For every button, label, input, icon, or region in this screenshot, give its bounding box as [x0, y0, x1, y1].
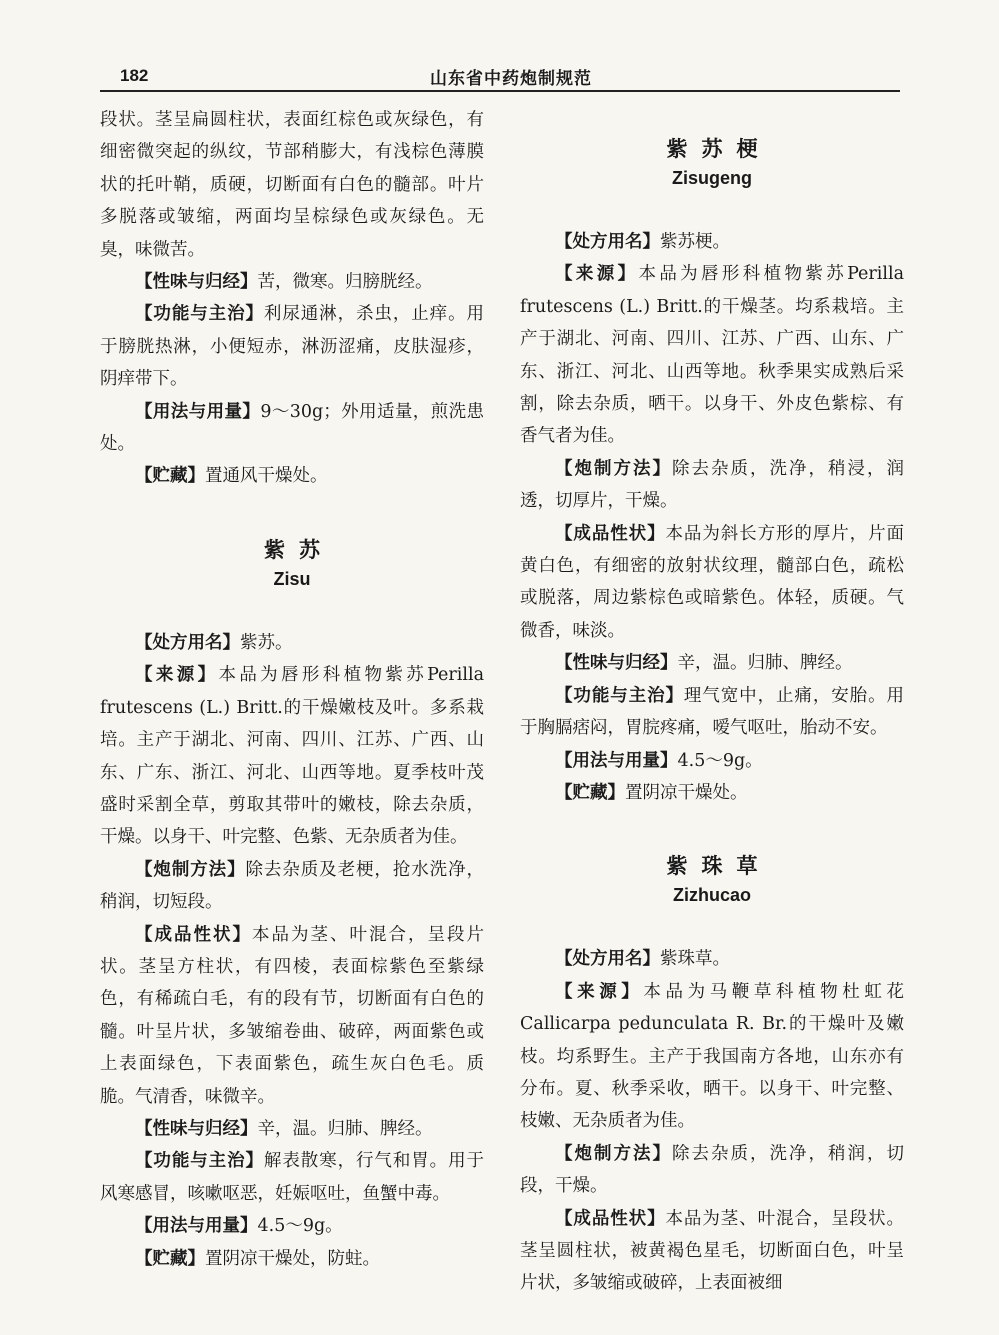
- field-paragraph: 【来源】本品为唇形科植物紫苏Perilla frutescens (L.) Britt.的干燥茎。均系栽培。主产于湖北、河南、四川、江苏、广西、山东、广东、浙江、河北、山西等地。秋季果实成熟后采割，除去杂质，晒干。以身干、外皮色紫棕、有香气者为佳。: [520, 264, 905, 447]
- field-paragraph: 【炮制方法】除去杂质及老梗，抢水洗净，稍润，切短段。: [100, 859, 484, 913]
- entry-title: 紫苏: [264, 536, 334, 562]
- field-paragraph: 【用法与用量】4.5～9g。: [135, 1216, 343, 1237]
- spacer: [100, 493, 484, 535]
- entry-pinyin: Zisugeng: [672, 168, 752, 188]
- field-paragraph: 【用法与用量】4.5～9g。: [555, 750, 763, 771]
- field-paragraph: 【成品性状】本品为茎、叶混合，呈段片状。茎呈方柱状，有四棱，表面棕紫色至紫绿色，有稀疏白毛，有的段有节，切断面有白色的髓。叶呈片状，多皱缩卷曲、破碎，两面紫色或上表面绿色，下表面紫色，疏生灰白色毛。质脆。气清香，味微辛。: [100, 924, 484, 1107]
- field-paragraph: 【贮藏】置通风干燥处。: [135, 466, 328, 487]
- field-paragraph: 【来源】本品为唇形科植物紫苏Perilla frutescens (L.) Britt.的干燥嫩枝及叶。多系栽培。主产于湖北、河南、四川、江苏、广西、山东、广东、浙江、河北、山西等地。夏季枝叶茂盛时采割全草，剪取其带叶的嫩枝，除去杂质，干燥。以身干、叶完整、色紫、无杂质者为佳。: [100, 665, 485, 848]
- field-paragraph: 【贮藏】置阴凉干燥处。: [555, 782, 748, 803]
- field-paragraph: 【用法与用量】9～30g；外用适量，煎洗患处。: [100, 401, 485, 455]
- field-paragraph: 【炮制方法】除去杂质，洗净，稍浸，润透，切厚片，干燥。: [520, 458, 904, 512]
- field-paragraph: 【处方用名】紫珠草。: [555, 949, 730, 970]
- field-paragraph: 【功能与主治】理气宽中，止痛，安胎。用于胸膈痞闷，胃脘疼痛，嗳气呕吐，胎动不安。: [520, 685, 905, 739]
- header-rule: [100, 90, 900, 92]
- page-header: [100, 60, 900, 96]
- field-paragraph: 【性味与归经】苦，微寒。归膀胱经。: [135, 272, 433, 293]
- left-column: [100, 104, 484, 1275]
- page-number: 182: [120, 66, 149, 85]
- running-title: 山东省中药炮制规范: [430, 69, 592, 89]
- right-column: [520, 134, 904, 1300]
- field-paragraph: 【贮藏】置阴凉干燥处，防蛀。: [135, 1248, 380, 1269]
- field-paragraph: 【性味与归经】辛，温。归肺、脾经。: [555, 653, 853, 674]
- entry-title: 紫珠草: [666, 853, 772, 879]
- entry-title: 紫苏梗: [666, 136, 772, 161]
- spacer: [520, 809, 904, 851]
- entry-pinyin: Zisu: [273, 568, 311, 589]
- field-paragraph: 【炮制方法】除去杂质，洗净，稍润，切段，干燥。: [520, 1143, 904, 1197]
- field-paragraph: 【处方用名】紫苏。: [135, 632, 293, 653]
- field-paragraph: 【功能与主治】解表散寒，行气和胃。用于风寒感冒，咳嗽呕恶，妊娠呕吐，鱼蟹中毒。: [100, 1151, 485, 1204]
- field-paragraph: 【成品性状】本品为斜长方形的厚片，片面黄白色，有细密的放射状纹理，髓部白色，疏松或脱落，周边紫棕色或暗紫色。体轻，质硬。气微香，味淡。: [520, 523, 904, 641]
- field-paragraph: 【来源】本品为马鞭草科植物杜虹花Callicarpa pedunculata R. Br.的干燥叶及嫩枝。均系野生。主产于我国南方各地，山东亦有分布。夏、秋季采收，晒干。以身干、叶完整、枝嫩、无杂质者为佳。: [520, 981, 905, 1132]
- field-paragraph: 【成品性状】本品为茎、叶混合，呈段状。茎呈圆柱状，被黄褐色星毛，切断面白色，叶呈片状，多皱缩或破碎，上表面被细: [520, 1208, 904, 1294]
- field-paragraph: 【处方用名】紫苏梗。: [555, 232, 730, 252]
- field-paragraph: 【性味与归经】辛，温。归肺、脾经。: [135, 1118, 433, 1139]
- continued-paragraph: 段状。茎呈扁圆柱状，表面红棕色或灰绿色，有细密微突起的纵纹，节部稍膨大，有浅棕色薄膜状的托叶鞘，质硬，切断面有白色的髓部。叶片多脱落或皱缩，两面均呈棕绿色或灰绿色。无臭，味微苦。: [100, 110, 484, 260]
- field-paragraph: 【功能与主治】利尿通淋，杀虫，止痒。用于膀胱热淋，小便短赤，淋沥涩痛，皮肤湿疹，阴痒带下。: [100, 304, 485, 390]
- entry-pinyin: Zizhucao: [672, 885, 751, 906]
